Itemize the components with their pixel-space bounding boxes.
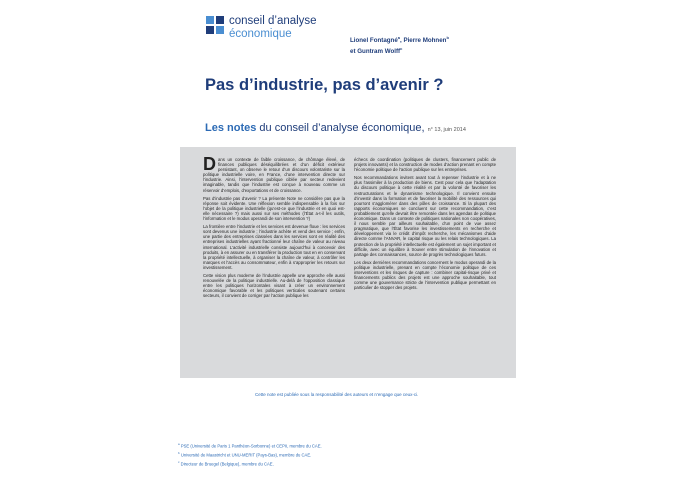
- paragraph: Pas d’industrie pas d’avenir ? La présente Note ne considère pas que la réponse soit évidente. Une réflexion semble indispensable à la fois sur l’objet de la politique industrielle (qu’est-ce que l’industrie et en quoi est-elle nécessaire ?) mais aussi sur ses méthodes (l’État a-t-il les outils, l’information et le modus operandi de son intervention ?): [203, 195, 345, 222]
- footnote: $^c$ Directeur de Bruegel (Belgique), membre du CAE.: [178, 459, 274, 467]
- logo-text-line2: économique: [229, 28, 292, 40]
- dropcap: D: [203, 154, 216, 174]
- series-name: Les notes: [205, 122, 257, 134]
- paragraph: Les deux dernières recommandations concernent le modus operandi de la politique industrielle, prenant en compte l’économie politique de ces interventions et les risques de capture : combiner capital-risque privé et financements publics des projets est une approche souhaitable, tout comme une gouvernance stricte de l’intervention publique permettant en particulier de stopper des projets.: [354, 259, 496, 291]
- authors: [350, 34, 449, 56]
- series-rest: du conseil d’analyse économique,: [256, 122, 428, 134]
- summary-column-left: [203, 154, 345, 301]
- footnote: $^b$ Université de Maastricht et UNU-MERIT (Pays-Bas), membre du CAE.: [178, 450, 312, 458]
- footnotes: [178, 441, 322, 468]
- footnote: $^a$ PSE (Université de Paris 1 Panthéon-Sorbonne) et CEPII, membre du CAE.: [178, 442, 322, 449]
- paragraph: Nos recommandations invitent avant tout à repenser l’industrie et à ne plus l’assimiler à la production de biens. Cest pour cela que l’adaptation du discours politique à cette réalité et par la volonté de favoriser les restructurations et le dynamisme technologique. Il convient ensuite d’investir dans la formation et de favoriser la mobilité des ressources qui pourront s’agglomérer dans des pôles de croissance. Si la plupart des rapports économiques se concluent sur cette recommandation, c’est probablement qu’elle devrait être remontée dans les agendas de politique économique. Dans un contexte de politiques nationales non coopératives, il nous semble par ailleurs souhaitable, d’un point de vue assez pragmatique, que l’État favorise les investissements en recherche et développement via le crédit d’impôt recherche, les mécanismes d’aide directe comme l’ANVAR, le capital risque ou les relais technologiques. La protection de la propriété intellectuelle est également un sujet important et difficile, avec un équilibre à trouver entre stimulation de l’innovation et partage des connaissances, source de progrès technologiques futurs.: [354, 175, 496, 257]
- summary-column-right: [354, 157, 496, 293]
- logo-text-line1: conseil d’analyse: [229, 15, 317, 27]
- series-line: [205, 122, 466, 134]
- paragraph: La frontière entre l’industrie et les services est devenue floue : les services sont devenus une industrie ; l’industrie achète et vend des service ; enfin, une partie des entreprises classées dans les services sont en réalité des entreprises industrielles ayant fractionné leur chaîne de valeur au niveau international. L’activité industrielle consiste aujourd’hui à concevoir des produits, à en assurer ou en transférer la production tout en en conservant la propriété intellectuelle, à organiser la chaîne de valeur, à contrôler les marques et l’accès au consommateur, enfin à s’approprier les retours sur investissement.: [203, 224, 345, 270]
- paragraph: Cette vision plus moderne de l’industrie appelle une approche elle aussi renouvelée de la politique industrielle. Au-delà de l’opposition classique entre les politiques horizontales visant à créer un environnement économique favorable et les politiques verticales soutenant certains secteurs, il convient de corriger par l’action publique les: [203, 272, 345, 299]
- paragraph: échecs de coordination (politiques de clusters, financement public de projets innovants) et la construction de modes d’action prenant en compte l’économie politique de l’action publique sur les entreprises.: [354, 157, 496, 173]
- disclaimer: Cette note est publiée sous la responsabilité des auteurs et n’engage que ceux-ci.: [255, 392, 419, 397]
- document-title: Pas d’industrie, pas d’avenir ?: [205, 76, 444, 94]
- series-number: n° 13, juin 2014: [427, 127, 466, 133]
- authors-line2: et Guntram Wolff$^c$: [350, 46, 403, 56]
- authors-line1: Lionel Fontagné$^a$, Pierre Mohnen$^b$: [350, 35, 449, 45]
- cae-logo-icon: [206, 16, 224, 34]
- paragraph: Dans un contexte de faible croissance, de chômage élevé, de finances publiques déséquilibrées et d’un déficit extérieur persistant, on observe le retour d’un discours volontariste sur la politique industrielle voire, en France, d’une intervention directe sur l’industrie. Ainsi, l’intervention publique ciblée par secteur redevient imaginable, tandis que l’industrie est conçue à nouveau comme un réservoir d’emplois, d’exportations et de croissance.: [203, 154, 345, 193]
